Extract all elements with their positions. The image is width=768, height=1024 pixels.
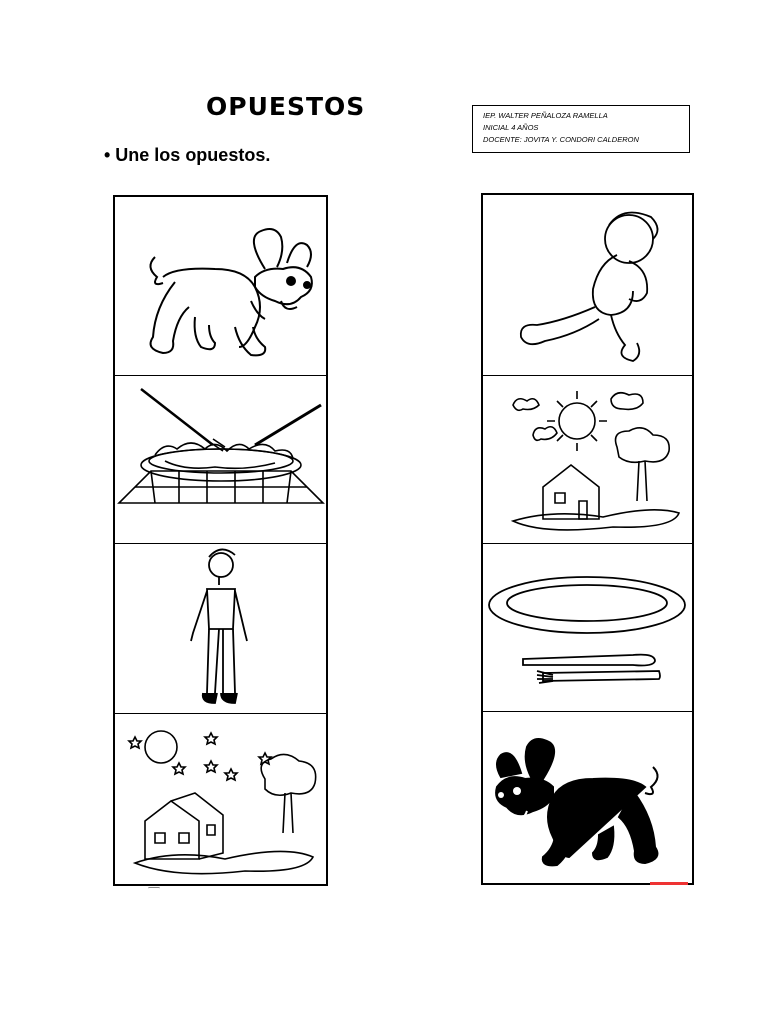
full-plate-icon[interactable] (115, 375, 326, 544)
instruction-text: • Une los opuestos. (104, 145, 271, 165)
boy-running-icon[interactable] (483, 195, 692, 376)
right-picture-column (481, 193, 694, 885)
school-name: IEP. WALTER PEÑALOZA RAMELLA (483, 111, 608, 120)
school-info-box (472, 105, 690, 153)
standing-boy-icon[interactable] (115, 543, 326, 714)
dog-black-icon[interactable] (483, 711, 692, 883)
sunny-house-icon[interactable] (483, 375, 692, 544)
night-houses-icon[interactable] (115, 713, 326, 884)
page-title: OPUESTOS (206, 92, 366, 121)
red-mark (650, 882, 688, 885)
grade-level: INICIAL 4 AÑOS (483, 123, 539, 132)
small-mark (148, 887, 160, 890)
dog-white-icon[interactable] (115, 197, 326, 376)
left-picture-column (113, 195, 328, 886)
empty-plate-icon[interactable] (483, 543, 692, 712)
teacher-name: DOCENTE: JOVITA Y. CONDORI CALDERON (483, 135, 639, 144)
